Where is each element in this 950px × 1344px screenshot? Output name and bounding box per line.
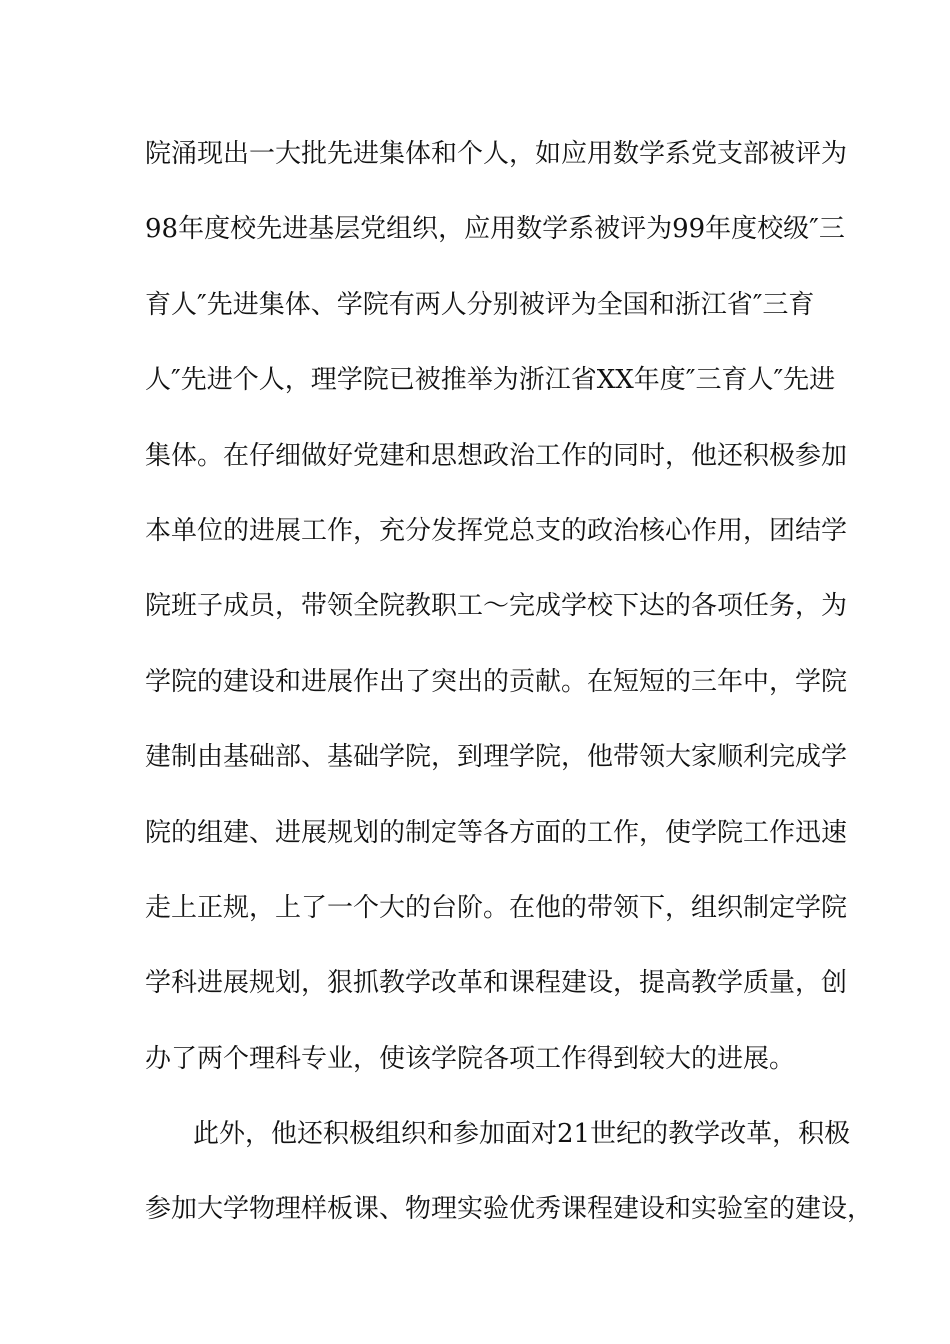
text-line: 院班子成员，带领全院教职工～完成学校下达的各项任务，为 xyxy=(145,591,848,622)
text-line: 本单位的进展工作，充分发挥党总支的政治核心作用，团结学 xyxy=(145,515,848,546)
paragraph-start-line: 此外，他还积极组织和参加面对21世纪的教学改革，积极 xyxy=(193,1119,851,1150)
text-line: 院的组建、进展规划的制定等各方面的工作，使学院工作迅速 xyxy=(145,817,848,848)
text-line: 人″先进个人，理学院已被推举为浙江省XX年度″三育人″先进 xyxy=(145,365,836,396)
text-line: 院涌现出一大批先进集体和个人，如应用数学系党支部被评为 xyxy=(145,139,848,169)
text-line: 集体。在仔细做好党建和思想政治工作的同时，他还积极参加 xyxy=(145,440,848,471)
text-line: 学院的建设和进展作出了突出的贡献。在短短的三年中，学院 xyxy=(145,666,848,697)
text-line: 育人″先进集体、学院有两人分别被评为全国和浙江省″三育 xyxy=(145,289,815,320)
text-line: 办了两个理科专业，使该学院各项工作得到较大的进展。 xyxy=(145,1043,796,1074)
body-text xyxy=(145,128,874,1259)
text-line: 参加大学物理样板课、物理实验优秀课程建设和实验室的建设， xyxy=(145,1194,874,1225)
text-line: 走上正规，上了一个大的台阶。在他的带领下，组织制定学院 xyxy=(145,892,848,923)
text-line: 学科进展规划，狠抓教学改革和课程建设，提高教学质量，创 xyxy=(145,968,848,999)
text-line: 98年度校先进基层党组织，应用数学系被评为99年度校级″三 xyxy=(145,214,845,245)
text-line: 建制由基础部、基础学院，到理学院，他带领大家顺利完成学 xyxy=(145,742,848,773)
